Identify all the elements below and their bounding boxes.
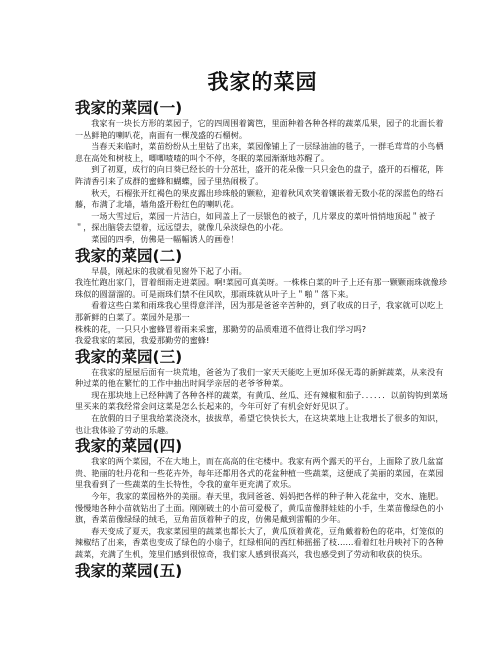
paragraph: 我爱我家的菜园，我爱那勤劳的蜜蜂! [75,335,210,346]
paragraph: 当春天来临时，菜苗纷纷从土里钻了出来，菜园像铺上了一层绿油油的毯子，一群毛茸茸的小鸟栖息在高处和树枝上，唧唧喳喳的叫个不停，冬眠的菜园渐渐地苏醒了。 [75,141,444,163]
paragraph: 到了初夏，成行的向日葵已经长的十分茁壮，盛开的花朵像一只只金色的盘子，盛开的石榴花，阵阵清香引来了成群的蜜蜂和蝴蝶，园子里热闹极了。 [75,164,444,186]
paragraph: 秋天，石榴张开红褐色的果皮露出珍珠般的颗粒，迎着秋风欢笑着镶嵌着无数小花的深蓝色的络石藤，布满了北墙，墙角盛开粉红色的喇叭花。 [75,187,444,210]
paragraph: 在放假的日子里我给菜浇浇水，拔拔草，希望它快快长大，在这块菜地上让我增长了很多的知识，也让我体验了劳动的乐趣。 [75,413,444,435]
section-heading: 我家的菜园(二) [75,246,183,265]
section-1 [75,99,450,246]
paragraph: 今年，我家的菜园格外的美丽。春天里，我同爸爸、妈妈把各样的种子种入花盆中，交水、施肥。慢慢地各种小苗就钻出了土面。刚刚破土的小苗可爱极了，黄瓜苗像胖娃娃的小手，生菜苗像绿色的小旗，香菜苗像绿绿的绒毛，豆角苗顶着种子的皮，仿佛是戴到雷帽的少年。 [75,491,444,525]
paragraph: 早晨，刚起床的我就看见窗外下起了小雨。 [91,265,247,276]
paragraph: 一场大雪过后，菜园一片洁白，如同盖上了一层银色的被子，几片翠皮的菜叶悄悄地顶起＂被子＂，探出脑袋去望着，远远望去，就像几朵淡绿色的小花。 [75,210,436,233]
paragraph: 株株的花，一只只小蜜蜂冒着雨来采蜜，那勤劳的品质难道不值得让我们学习吗? [75,323,367,334]
document-title: 我家的菜园 [207,70,318,94]
paragraph: 在我家的屋屋后面有一块荒地，爸爸为了我们一家天天能吃上更加环保无毒的新鲜蔬菜，从来没有种过菜的他在繁忙的工作中抽出时间学亲居的老爷爷种菜。 [75,366,444,389]
section-4 [75,437,450,560]
paragraph: 春天变成了夏天，我家菜园里的蔬菜也都长大了，黄瓜顶着黄花，豆角戴着粉色的花串，灯笼似的辣椒结了出来，香菜也变成了绿色的小扇子，红绿相间的西红柿摇摇了枝……看着红牡丹映衬下的各种蔬菜，充满了生机，笼里们感到很惊奇，我们家人感到很高兴，我也感受到了劳动和收获的快乐。 [75,525,444,559]
paragraph: 我家有一块长方形的菜园子，它的四周围着篱笆，里面种着各种各样的蔬菜瓜果，园子的北面长着一丛鲜艳的喇叭花，南面有一棵茂盛的石榴树。 [75,118,444,140]
paragraph: 菜园的四季，仿佛是一幅幅诱人的画卷！ [91,233,239,244]
section-heading: 我家的菜园(五) [75,561,183,580]
section-heading: 我家的菜园(四) [75,437,183,456]
paragraph: 现在那块地上已经种满了各种各样的蔬菜，有黄瓜、丝瓜、还有辣椒和茄子．．．．．．以前钩钩到菜场里买来的菜我经常会问这菜是怎么长起来的，今年可好了有机会好好见识了。 [75,389,448,412]
paragraph: 我连忙跑出家门，冒着细雨走进菜园。啊!菜园可真美呀。一株株白菜的叶子上还有那一颗颗雨珠就像珍珠似的圆溜溜的。可是雨珠们禁不住风吹，那雨珠就从叶子上＂啪＂落下来。 [75,277,448,299]
section-5 [75,562,450,581]
section-2 [75,247,450,347]
paragraph: 看着这些白菜和雨珠我心里得意洋洋，因为那是爸爸辛苦种的，到了收成的日子，我家就可以吃上那新鲜的白菜了。菜园外是那一 [75,300,444,322]
section-heading: 我家的菜园(一) [75,99,183,117]
section-heading: 我家的菜园(三) [75,347,183,366]
paragraph: 我家的两个菜园，不在大地上，而在高高的住宅楼中。我家有两个露天的平台，上面除了放几盆富贵、艳丽的牡丹花和一些花卉外，每年还都用各式的花盆种植一些蔬菜，这便成了美丽的菜园，在菜园里我看到了一些蔬菜的生长特性，令我的童年更充满了欢乐。 [75,456,444,490]
section-3 [75,348,450,437]
